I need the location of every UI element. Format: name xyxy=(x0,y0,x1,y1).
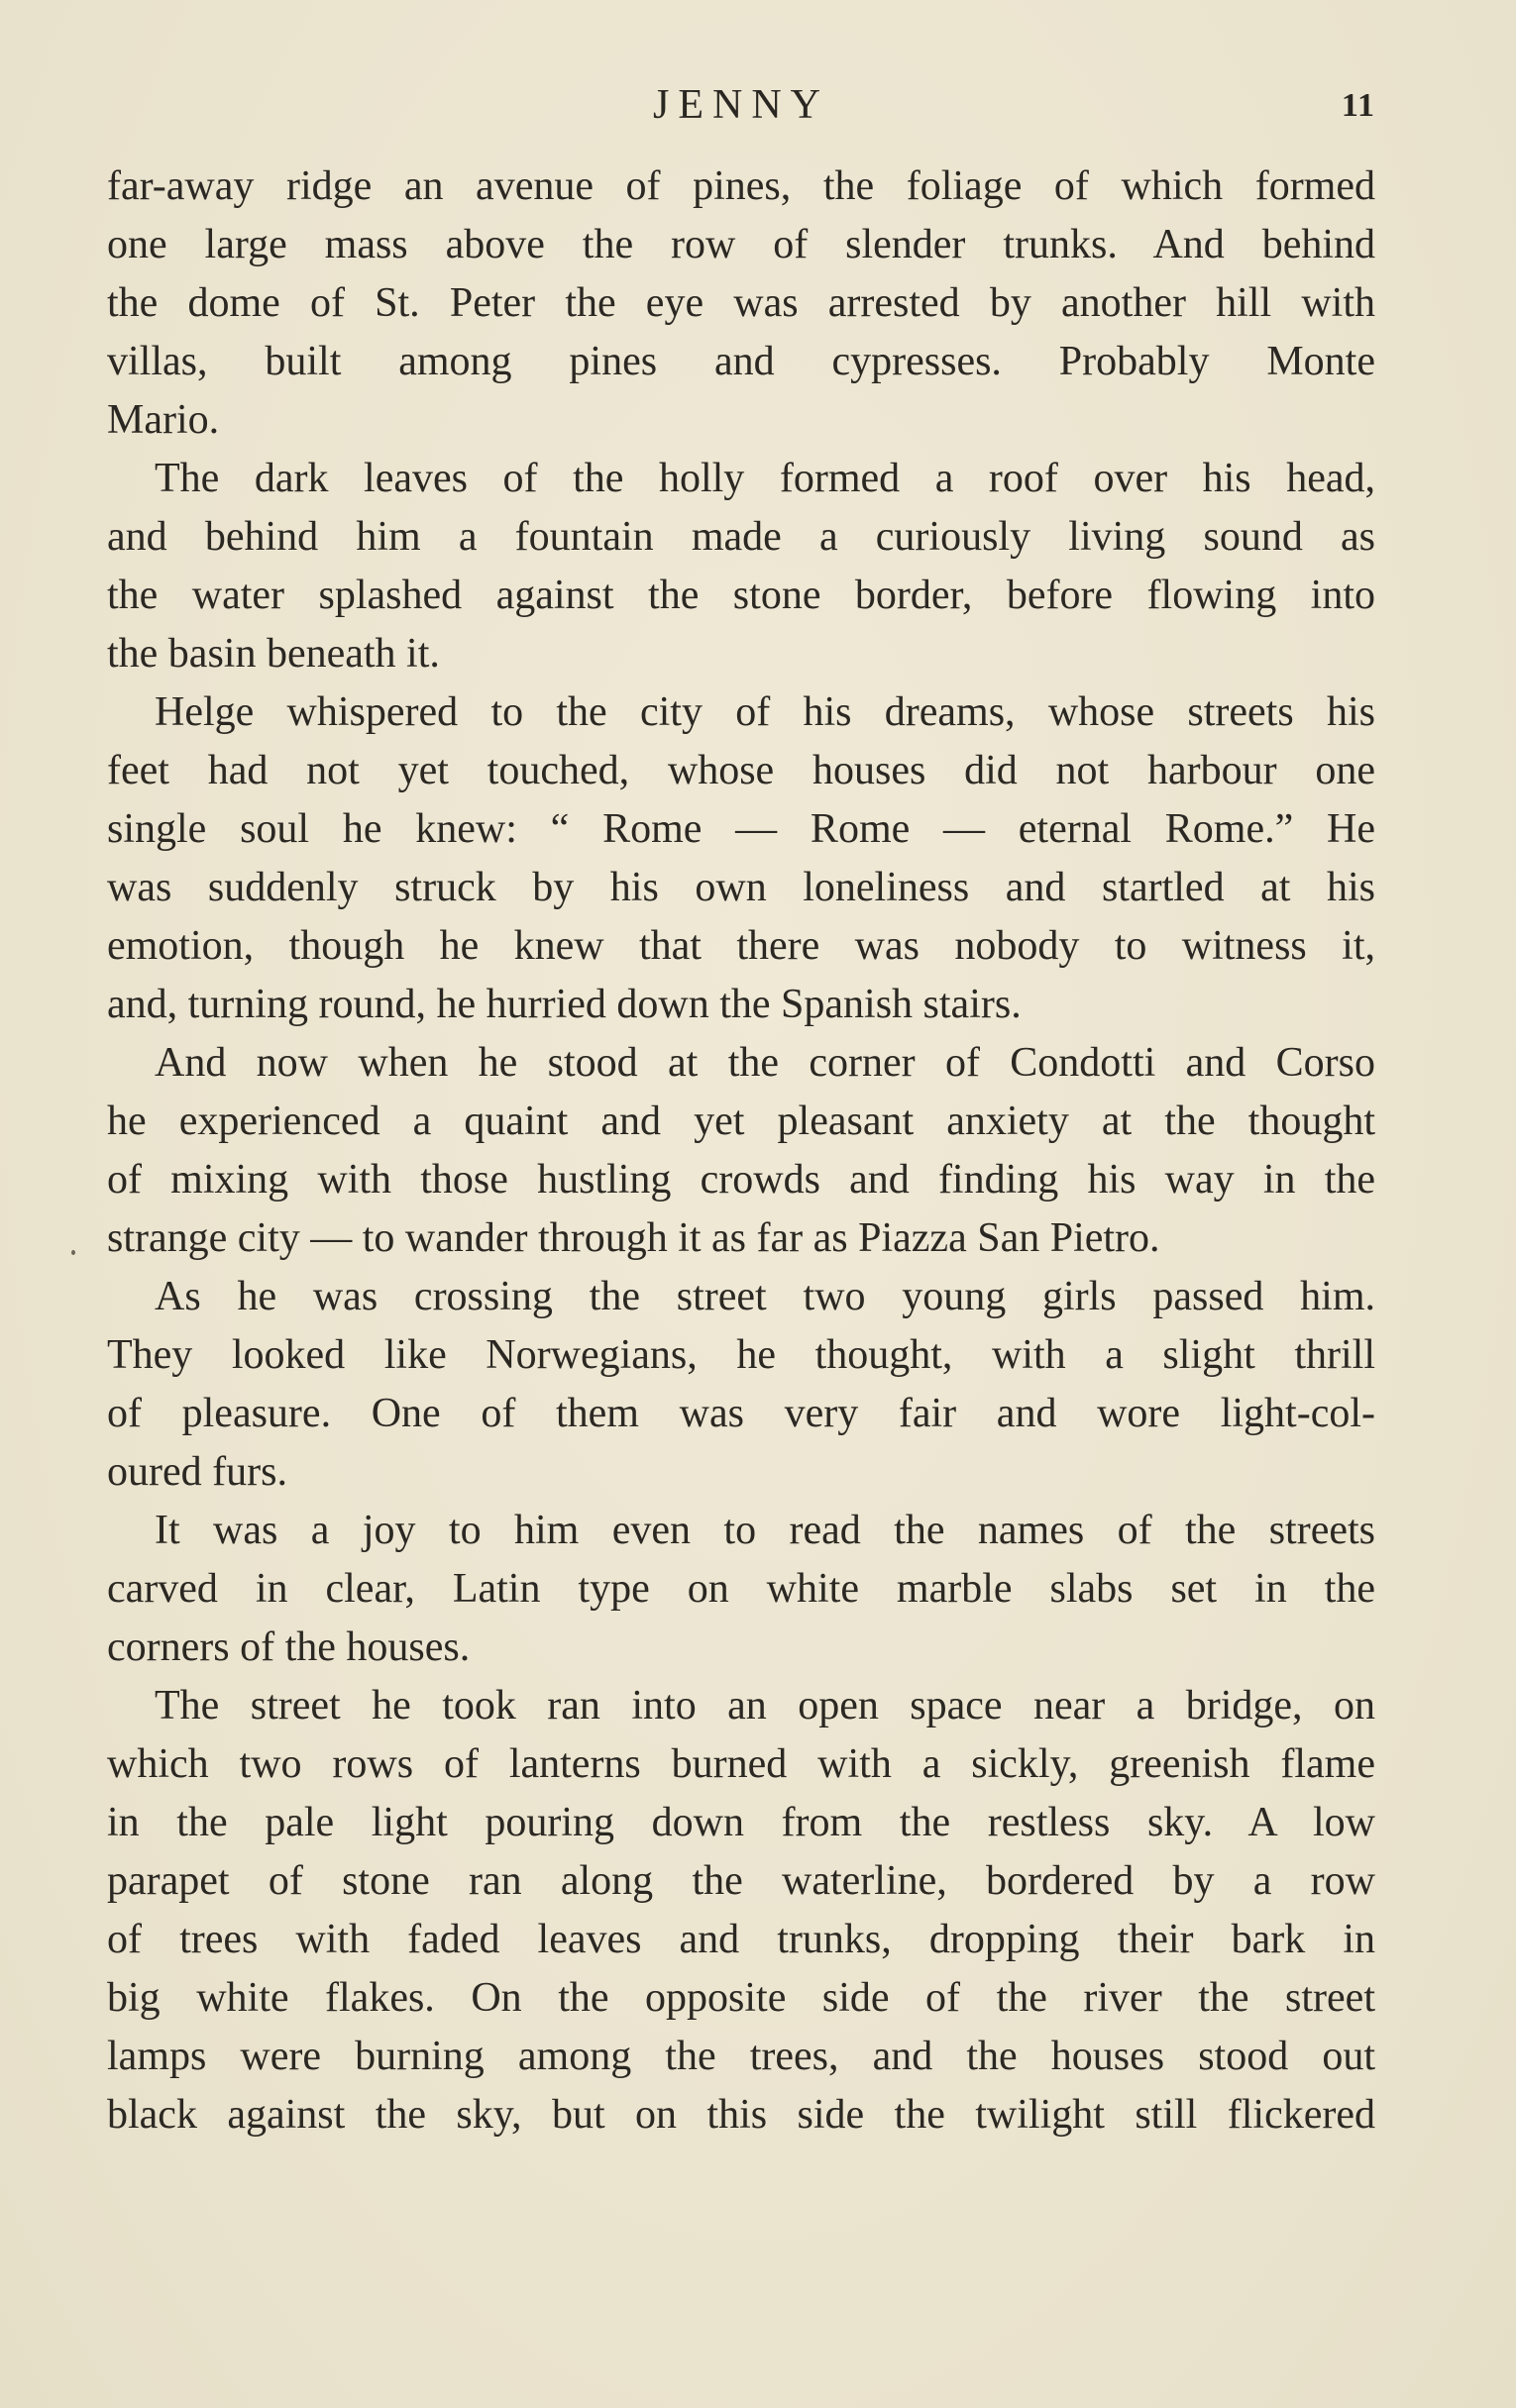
text-line: one large mass above the row of slender trunks. And behind xyxy=(107,222,1375,267)
text-line: emotion, though he knew that there was nobody to witness it, xyxy=(107,923,1375,969)
text-line: of mixing with those hustling crowds and finding his way in the xyxy=(107,1157,1375,1203)
text-line: As he was crossing the street two young girls passed him. xyxy=(155,1274,1375,1319)
paragraph xyxy=(107,1034,1375,1268)
text-line: black against the sky, but on this side the twilight still flickered xyxy=(107,2092,1375,2138)
text-line: the basin beneath it. xyxy=(107,631,440,677)
text-line: the dome of St. Peter the eye was arrested by another hill with xyxy=(107,280,1375,326)
text-line: The dark leaves of the holly formed a roof over his head, xyxy=(155,456,1375,501)
text-line: in the pale light pouring down from the restless sky. A low xyxy=(107,1800,1375,1845)
paragraph xyxy=(107,683,1375,1034)
page-number: 11 xyxy=(1341,87,1375,124)
text-line: he experienced a quaint and yet pleasant anxiety at the thought xyxy=(107,1099,1375,1144)
text-line: and behind him a fountain made a curiously living sound as xyxy=(107,514,1375,560)
text-line: feet had not yet touched, whose houses did not harbour one xyxy=(107,748,1375,793)
text-line: was suddenly struck by his own loneliness and startled at his xyxy=(107,865,1375,910)
text-line: of trees with faded leaves and trunks, dropping their bark in xyxy=(107,1917,1375,1962)
paragraph xyxy=(107,157,1375,450)
text-line: oured furs. xyxy=(107,1449,287,1495)
text-line: strange city — to wander through it as far as Piazza San Pietro. xyxy=(107,1215,1160,1261)
text-line: big white flakes. On the opposite side of the river the street xyxy=(107,1975,1375,2021)
paragraph xyxy=(107,450,1375,683)
text-line: And now when he stood at the corner of Condotti and Corso xyxy=(155,1040,1375,1086)
text-line: It was a joy to him even to read the names of the streets xyxy=(155,1508,1375,1553)
text-line: which two rows of lanterns burned with a sickly, greenish flame xyxy=(107,1741,1375,1787)
ink-speck xyxy=(71,1250,75,1255)
paragraph xyxy=(107,1502,1375,1677)
text-line: of pleasure. One of them was very fair and wore light-col- xyxy=(107,1391,1375,1436)
text-line: Helge whispered to the city of his dreams, whose streets his xyxy=(155,689,1375,735)
text-line: The street he took ran into an open space near a bridge, on xyxy=(155,1683,1375,1728)
text-line: and, turning round, he hurried down the Spanish stairs. xyxy=(107,982,1022,1027)
text-line: They looked like Norwegians, he thought, with a slight thrill xyxy=(107,1332,1375,1378)
text-line: the water splashed against the stone border, before flowing into xyxy=(107,573,1375,618)
text-line: far-away ridge an avenue of pines, the foliage of which formed xyxy=(107,163,1375,209)
paragraph xyxy=(107,1268,1375,1502)
text-line: corners of the houses. xyxy=(107,1624,471,1670)
text-line: lamps were burning among the trees, and the houses stood out xyxy=(107,2034,1375,2079)
text-line: villas, built among pines and cypresses. Probably Monte xyxy=(107,339,1375,384)
running-head xyxy=(107,81,1375,141)
paragraph xyxy=(107,1677,1375,2145)
text-line: parapet of stone ran along the waterline, bordered by a row xyxy=(107,1858,1375,1904)
text-line: Mario. xyxy=(107,397,220,443)
text-line: carved in clear, Latin type on white marble slabs set in the xyxy=(107,1566,1375,1612)
body-text xyxy=(107,157,1375,2145)
running-title: JENNY xyxy=(653,82,829,128)
text-line: single soul he knew: “ Rome — Rome — eternal Rome.” He xyxy=(107,806,1375,852)
